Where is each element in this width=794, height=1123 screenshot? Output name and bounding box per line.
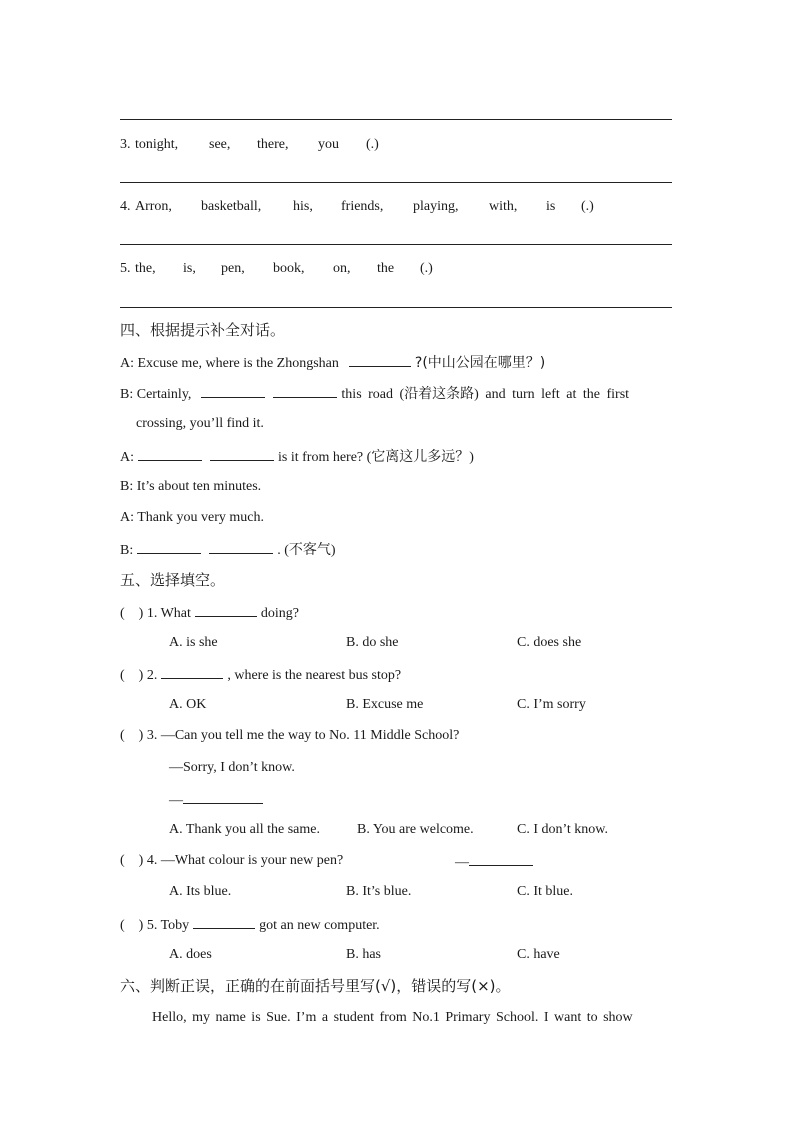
- option-b: B. do she: [346, 635, 399, 650]
- option-c: C. I’m sorry: [517, 697, 586, 712]
- question-text: 5. Toby: [146, 918, 190, 933]
- word: see,: [209, 137, 231, 152]
- word: playing,: [413, 199, 459, 214]
- dialogue-text: B: Certainly,: [120, 387, 192, 402]
- question-text: got an new computer.: [259, 918, 380, 933]
- dialogue-text: is it from here? (它离这儿多远？): [278, 450, 474, 465]
- question-text: 3. —Can you tell me the way to No. 11 Middle School?: [146, 728, 460, 743]
- answer-paren[interactable]: ( ): [120, 918, 144, 933]
- word: his,: [293, 199, 313, 214]
- dialogue-text: A: Excuse me, where is the Zhongshan: [120, 356, 339, 371]
- question-text: —Sorry, I don’t know.: [169, 760, 295, 775]
- choice-question-3: [120, 727, 459, 745]
- answer-blank[interactable]: [195, 603, 257, 617]
- option-a: A. is she: [169, 635, 218, 650]
- option-a: A. Thank you all the same.: [169, 822, 320, 837]
- answer-paren[interactable]: ( ): [120, 606, 144, 621]
- word: with,: [489, 199, 518, 214]
- option-c: C. I don’t know.: [517, 822, 608, 837]
- answer-blank[interactable]: [201, 384, 265, 398]
- word: on,: [333, 261, 351, 276]
- answer-blank[interactable]: [193, 915, 255, 929]
- answer-line: [120, 307, 672, 308]
- dialogue-line-6: [120, 540, 336, 560]
- question-text: 4. —What colour is your new pen?: [146, 853, 344, 868]
- word: friends,: [341, 199, 384, 214]
- question-number: 5.: [120, 261, 131, 276]
- section-6-title: 六、判断正误，正确的在前面括号里写(√)，错误的写(×)。: [120, 977, 511, 995]
- word: book,: [273, 261, 305, 276]
- option-c: C. have: [517, 947, 560, 962]
- dialogue-text: this road (沿着这条路) and turn left at the first: [341, 387, 630, 402]
- option-a: A. OK: [169, 697, 207, 712]
- word: tonight,: [135, 137, 179, 152]
- question-text: 1. What: [146, 606, 191, 621]
- dialogue-text: ?(中山公园在哪里？): [414, 355, 546, 371]
- answer-blank[interactable]: [137, 540, 201, 554]
- option-a: A. does: [169, 947, 212, 962]
- dialogue-text: A:: [120, 450, 134, 465]
- option-b: B. Excuse me: [346, 697, 424, 712]
- word: (.): [366, 137, 379, 152]
- word: the,: [135, 261, 156, 276]
- dialogue-text: . (不客气): [277, 543, 336, 558]
- question-number: 4.: [120, 199, 131, 214]
- answer-blank[interactable]: [273, 384, 337, 398]
- word: basketball,: [201, 199, 262, 214]
- question-number: 3.: [120, 137, 131, 152]
- answer-line: [120, 244, 672, 245]
- answer-blank[interactable]: [210, 447, 274, 461]
- choice-question-5: [120, 915, 380, 935]
- dash: —: [455, 855, 469, 870]
- word: (.): [581, 199, 594, 214]
- answer-paren[interactable]: ( ): [120, 728, 144, 743]
- question-text-answer: [169, 790, 267, 810]
- section-4-title: 四、根据提示补全对话。: [120, 321, 286, 339]
- choice-question-2: [120, 665, 401, 685]
- answer-blank[interactable]: [349, 353, 411, 367]
- question-text-answer: [455, 852, 537, 872]
- question-text: , where is the nearest bus stop?: [227, 668, 402, 683]
- question-text: doing?: [260, 606, 300, 621]
- answer-blank[interactable]: [469, 852, 533, 866]
- option-b: B. has: [346, 947, 381, 962]
- section-5-title: 五、选择填空。: [120, 571, 226, 589]
- answer-paren[interactable]: ( ): [120, 668, 144, 683]
- word: (.): [420, 261, 433, 276]
- answer-blank[interactable]: [183, 790, 263, 804]
- dialogue-line-2: [120, 384, 629, 404]
- word: is: [546, 199, 556, 214]
- option-b: B. It’s blue.: [346, 884, 412, 899]
- dialogue-line-5: A: Thank you very much.: [120, 510, 264, 525]
- word: you: [318, 137, 339, 152]
- option-b: B. You are welcome.: [357, 822, 474, 837]
- dialogue-text: B:: [120, 543, 134, 558]
- dialogue-line-3: [120, 447, 474, 467]
- dash: —: [169, 793, 183, 808]
- option-c: C. It blue.: [517, 884, 573, 899]
- question-text: 2.: [146, 668, 158, 683]
- answer-line: [120, 182, 672, 183]
- word: there,: [257, 137, 289, 152]
- answer-blank[interactable]: [161, 665, 223, 679]
- choice-question-4: [120, 852, 343, 870]
- answer-blank[interactable]: [138, 447, 202, 461]
- answer-blank[interactable]: [209, 540, 273, 554]
- word: pen,: [221, 261, 245, 276]
- dialogue-line-1: [120, 353, 545, 373]
- dialogue-line-2-cont: crossing, you’ll find it.: [136, 416, 264, 431]
- choice-question-1: [120, 603, 299, 623]
- passage-paragraph: Hello, my name is Sue. I’m a student from No.1 Primary School. I want to show: [152, 1010, 633, 1025]
- option-c: C. does she: [517, 635, 582, 650]
- word: Arron,: [135, 199, 172, 214]
- answer-line: [120, 119, 672, 120]
- word: the: [377, 261, 395, 276]
- option-a: A. Its blue.: [169, 884, 232, 899]
- dialogue-line-4: B: It’s about ten minutes.: [120, 479, 262, 494]
- answer-paren[interactable]: ( ): [120, 853, 144, 868]
- word: is,: [183, 261, 196, 276]
